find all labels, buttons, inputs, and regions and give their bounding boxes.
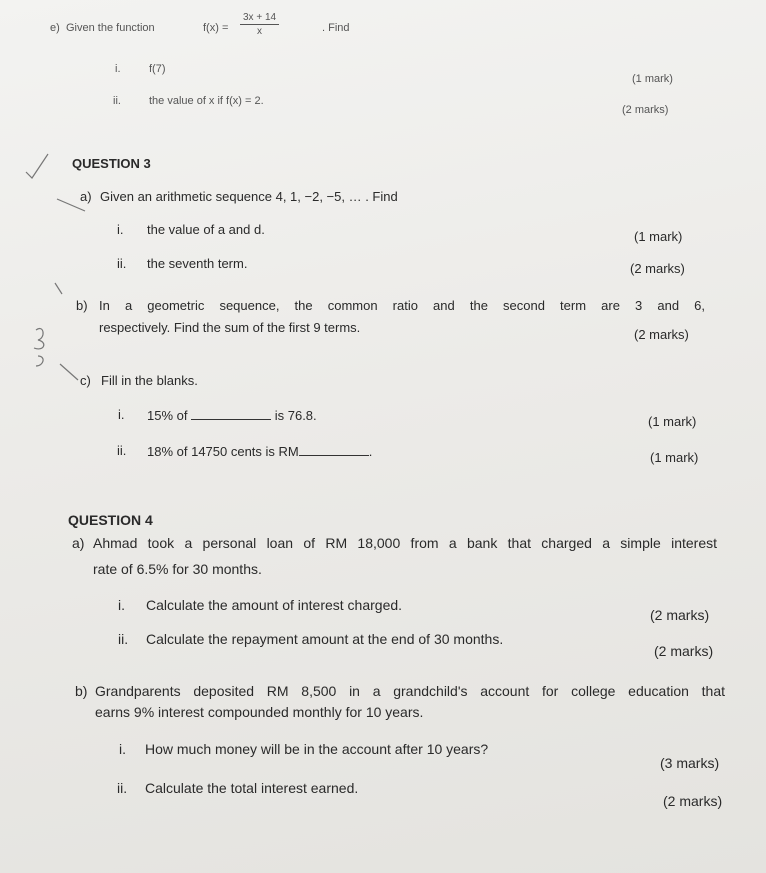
q3a-i-label: i.	[117, 222, 124, 237]
q4b-line2: earns 9% interest compounded monthly for 10 years.	[95, 704, 424, 720]
q2e-numerator: 3x + 14	[240, 12, 279, 25]
q4a-line2: rate of 6.5% for 30 months.	[93, 561, 262, 577]
q3c-ii-pre: 18% of 14750 cents is RM	[147, 444, 299, 459]
q4a-i-label: i.	[118, 597, 125, 613]
pencil-dash-mark	[55, 195, 90, 215]
q2e-label: e)	[50, 22, 60, 34]
q2e-i-marks: (1 mark)	[632, 73, 673, 85]
q3-heading: QUESTION 3	[72, 156, 151, 171]
q4a-ii-marks: (2 marks)	[654, 643, 714, 659]
q3c-i-marks: (1 mark)	[648, 414, 697, 429]
q2e-fx: f(x) =	[203, 22, 229, 34]
q4a-ii-label: ii.	[118, 631, 129, 647]
q3c-i-post: is 76.8.	[274, 408, 317, 423]
q2e-find: . Find	[322, 22, 350, 34]
q3c-ii-post: .	[368, 444, 373, 459]
q3c-i-label: i.	[118, 407, 125, 422]
q4b-i-marks: (3 marks)	[660, 755, 720, 771]
q3c-i-row	[147, 407, 317, 423]
q3c-i-blank[interactable]	[191, 407, 271, 420]
q2e-ii-marks: (2 marks)	[622, 104, 669, 116]
q4-heading: QUESTION 4	[68, 512, 153, 528]
q3a-ii-text: the seventh term.	[147, 256, 248, 271]
q3a-i-marks: (1 mark)	[634, 229, 683, 244]
pencil-tick-mark	[22, 150, 52, 180]
q4a-i-text: Calculate the amount of interest charged.	[146, 597, 403, 613]
q4b-ii-label: ii.	[117, 780, 128, 796]
q2e-i-text: f(7)	[149, 63, 166, 75]
q4a-line1: Ahmad took a personal loan of RM 18,000 from a bank that charged a simple interest	[93, 535, 717, 551]
q2e-intro: Given the function	[66, 22, 155, 34]
q3a-text: Given an arithmetic sequence 4, 1, −2, −5, … . Find	[100, 189, 398, 204]
q4b-ii-text: Calculate the total interest earned.	[145, 780, 359, 796]
q3a-ii-marks: (2 marks)	[630, 261, 685, 276]
q2e-fraction	[240, 12, 279, 37]
pencil-dash-mark-2	[58, 360, 88, 385]
q2e-denominator: x	[257, 26, 263, 37]
q4b-label: b)	[75, 683, 88, 699]
q3c-text: Fill in the blanks.	[101, 373, 198, 388]
q4a-i-marks: (2 marks)	[650, 607, 710, 623]
q2e-i-label: i.	[115, 63, 121, 75]
q3b-line2: respectively. Find the sum of the first 9 terms.	[99, 320, 361, 335]
q3b-line1: In a geometric sequence, the common ratio and the second term are 3 and 6,	[99, 298, 705, 313]
q4a-ii-text: Calculate the repayment amount at the end of 30 months.	[146, 631, 504, 647]
q4a-label: a)	[72, 535, 85, 551]
q4b-ii-marks: (2 marks)	[663, 793, 723, 809]
q3a-ii-label: ii.	[117, 256, 127, 271]
q2e-ii-label: ii.	[113, 95, 121, 107]
q3c-ii-label: ii.	[117, 443, 127, 458]
q3c-ii-blank[interactable]	[299, 443, 369, 456]
q3a-label: a)	[80, 189, 92, 204]
q4b-i-label: i.	[119, 741, 126, 757]
q3c-i-pre: 15% of	[147, 408, 188, 423]
q3c-ii-marks: (1 mark)	[650, 450, 699, 465]
q3c-ii-row	[147, 443, 372, 459]
q3a-i-text: the value of a and d.	[147, 222, 265, 237]
q3c-label: c)	[80, 373, 91, 388]
q3b-marks: (2 marks)	[634, 327, 689, 342]
q3b-label: b)	[76, 298, 88, 313]
q4b-line1: Grandparents deposited RM 8,500 in a grandchild's account for college education that	[95, 683, 725, 699]
q2e-ii-text: the value of x if f(x) = 2.	[149, 95, 264, 107]
q4b-i-text: How much money will be in the account after 10 years?	[145, 741, 489, 757]
